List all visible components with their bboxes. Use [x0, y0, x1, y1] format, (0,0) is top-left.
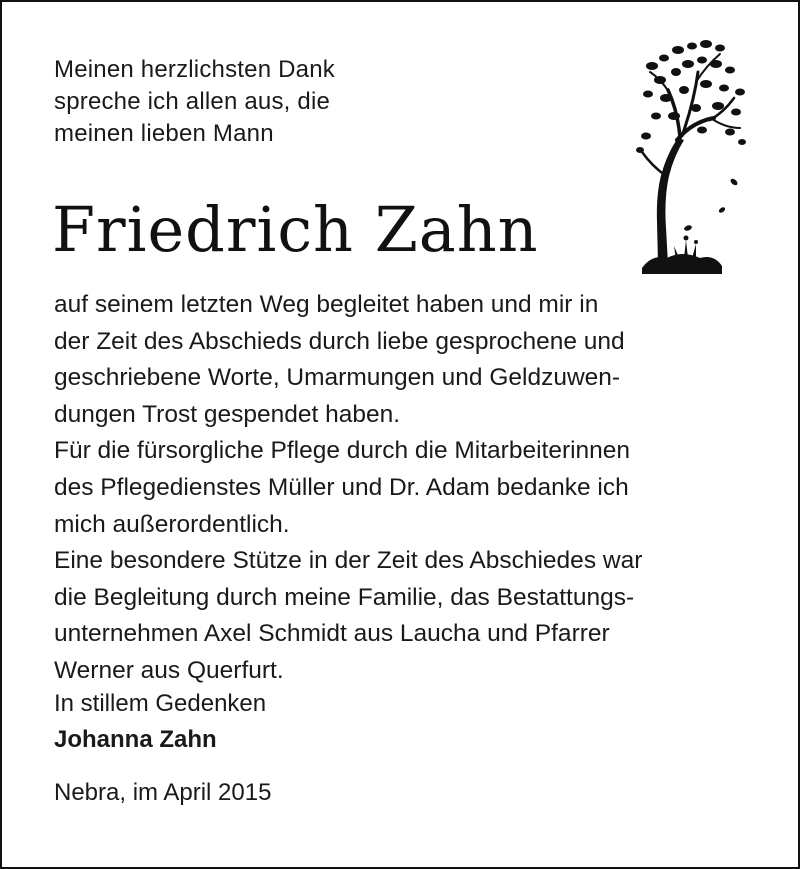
intro-line: Meinen herzlichsten Dank: [54, 56, 335, 83]
signer-name: Johanna Zahn: [54, 726, 217, 753]
body-line: unternehmen Axel Schmidt aus Laucha und Pfarrer: [54, 620, 610, 648]
body-line: dungen Trost gespendet haben.: [54, 400, 401, 428]
body-line: Eine besondere Stütze in der Zeit des Abschiedes war: [54, 547, 643, 575]
deceased-name: Friedrich Zahn: [52, 193, 539, 266]
intro-text: [54, 54, 474, 150]
body-line: die Begleitung durch meine Familie, das Bestattungs-: [54, 583, 635, 611]
body-line: Werner aus Querfurt.: [54, 656, 284, 684]
body-line: Für die fürsorgliche Pflege durch die Mitarbeiterinnen: [54, 437, 631, 465]
body-line: mich außerordentlich.: [54, 510, 290, 538]
tree-icon: [622, 32, 752, 282]
body-line: des Pflegedienstes Müller und Dr. Adam bedanke ich: [54, 473, 629, 501]
intro-line: meinen lieben Mann: [54, 120, 274, 147]
body-line: auf seinem letzten Weg begleitet haben und mir in: [54, 291, 599, 318]
body-line: der Zeit des Abschieds durch liebe gesprochene und: [54, 327, 625, 355]
closing-block: [54, 686, 266, 758]
closing-phrase: In stillem Gedenken: [54, 690, 267, 717]
body-line: geschriebene Worte, Umarmungen und Geldzuwen-: [54, 364, 621, 392]
body-text: [54, 287, 754, 690]
intro-line: spreche ich allen aus, die: [54, 88, 331, 115]
place-date: Nebra, im April 2015: [54, 779, 272, 806]
